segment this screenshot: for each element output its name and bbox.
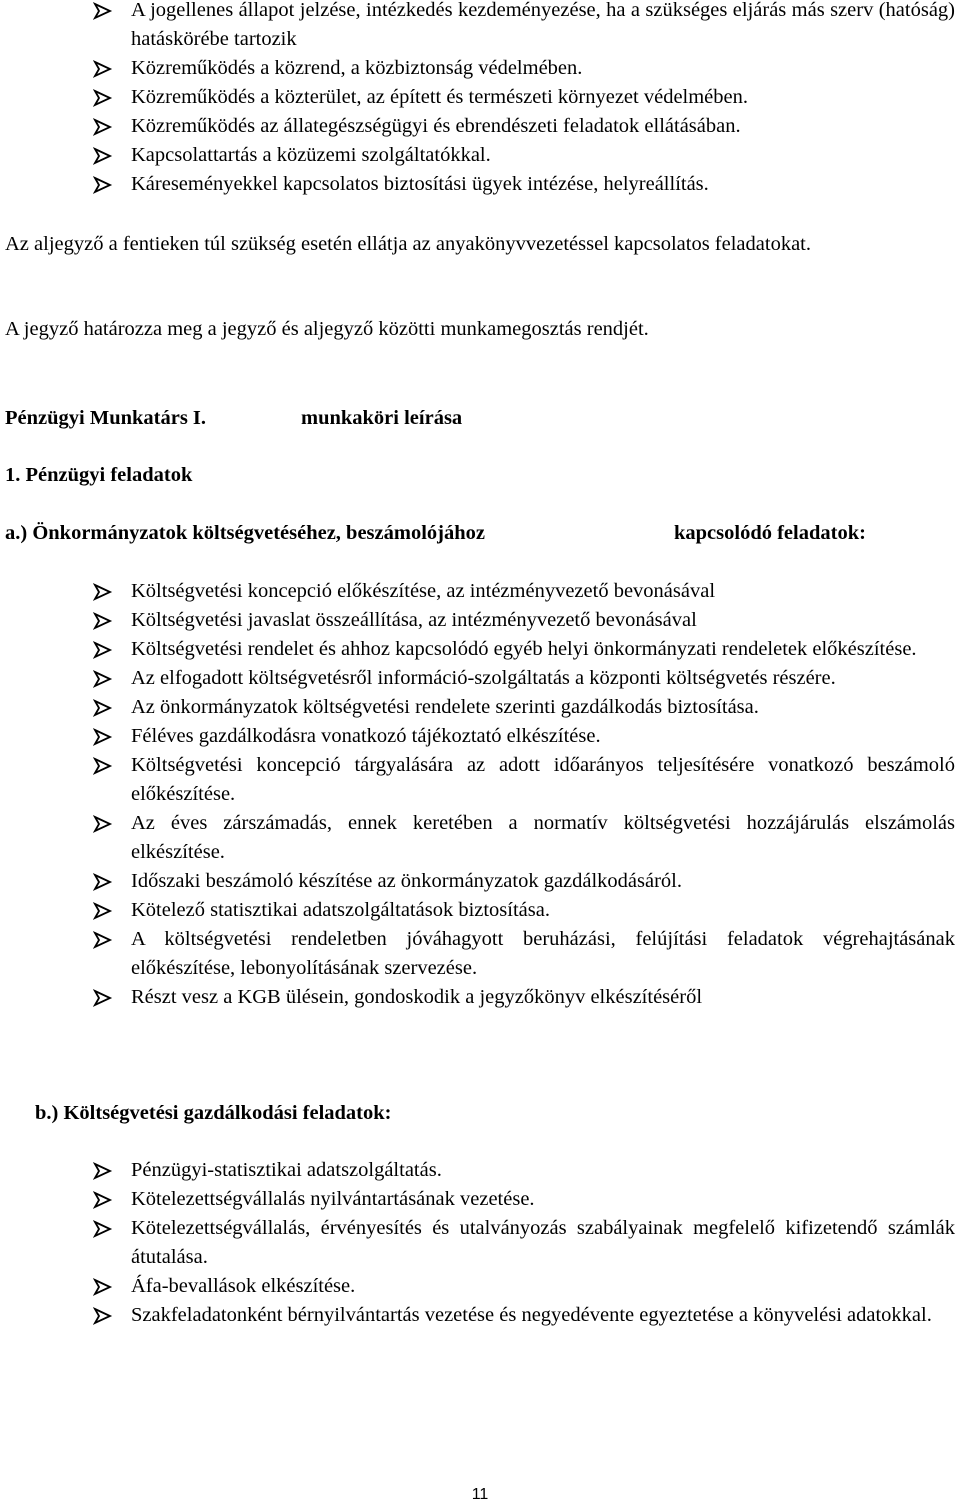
list-item-text: Pénzügyi-statisztikai adatszolgáltatás. — [131, 1159, 442, 1181]
list-item-text: Szakfeladatonként bérnyilvántartás vezetése és negyedévente egyeztetése a könyvelési adatokkal. — [131, 1304, 932, 1326]
arrow-bullet-icon — [93, 606, 115, 635]
list-item — [0, 983, 960, 1012]
arrow-bullet-icon — [93, 1301, 115, 1330]
list-item-text: Költségvetési rendelet és ahhoz kapcsolódó egyéb helyi önkormányzati rendeletek előkészítése. — [131, 638, 917, 660]
task-list-top — [0, 0, 960, 199]
list-item — [0, 83, 960, 112]
list-item — [0, 635, 960, 664]
list-item-text: Költségvetési koncepció tárgyalására az adott időarányos teljesítésére vonatkozó beszámoló előkészítése. — [131, 754, 955, 805]
list-item-text: A jogellenes állapot jelzése, intézkedés kezdeményezése, ha a szükséges eljárás más szerv (hatóság) hatáskörébe tartozik — [131, 0, 955, 50]
list-item — [0, 867, 960, 896]
list-item — [0, 925, 960, 983]
list-item — [0, 1272, 960, 1301]
list-item — [0, 606, 960, 635]
list-item — [0, 722, 960, 751]
list-item-text: Részt vesz a KGB ülésein, gondoskodik a jegyzőkönyv elkészítéséről — [131, 986, 703, 1008]
list-item — [0, 170, 960, 199]
list-item-text: Kapcsolattartás a közüzemi szolgáltatókkal. — [131, 144, 491, 166]
list-item — [0, 141, 960, 170]
list-item-text: Közreműködés az állategészségügyi és ebrendészeti feladatok ellátásában. — [131, 115, 741, 137]
list-item — [0, 112, 960, 141]
list-item-text: Közreműködés a közrend, a közbiztonság védelmében. — [131, 57, 583, 79]
arrow-bullet-icon — [93, 170, 115, 199]
arrow-bullet-icon — [93, 751, 115, 780]
paragraph-aljegyzo: Az aljegyző a fentieken túl szükség esetén ellátja az anyakönyvvezetéssel kapcsolatos feladatokat. — [5, 233, 811, 255]
arrow-bullet-icon — [93, 577, 115, 606]
arrow-bullet-icon — [93, 722, 115, 751]
list-item — [0, 577, 960, 606]
arrow-bullet-icon — [93, 1156, 115, 1185]
list-item — [0, 664, 960, 693]
job-subtitle: munkaköri leírása — [301, 407, 463, 429]
list-item — [0, 809, 960, 867]
list-item-text: Kötelező statisztikai adatszolgáltatások biztosítása. — [131, 899, 550, 921]
list-item — [0, 896, 960, 925]
list-item-text: Kötelezettségvállalás, érvényesítés és utalványozás szabályainak megfelelő kifizetendő számlák átutalása. — [131, 1217, 955, 1268]
arrow-bullet-icon — [93, 83, 115, 112]
arrow-bullet-icon — [93, 112, 115, 141]
arrow-bullet-icon — [93, 0, 115, 25]
arrow-bullet-icon — [93, 925, 115, 954]
list-item — [0, 751, 960, 809]
arrow-bullet-icon — [93, 54, 115, 83]
task-list-a — [0, 577, 960, 1012]
task-list-b — [0, 1156, 960, 1330]
arrow-bullet-icon — [93, 693, 115, 722]
arrow-bullet-icon — [93, 867, 115, 896]
list-item-text: Féléves gazdálkodásra vonatkozó tájékoztató elkészítése. — [131, 725, 601, 747]
arrow-bullet-icon — [93, 141, 115, 170]
section-heading-1: 1. Pénzügyi feladatok — [5, 464, 193, 486]
list-item-text: Kötelezettségvállalás nyilvántartásának vezetése. — [131, 1188, 535, 1210]
list-item-text: Az elfogadott költségvetésről információ-szolgáltatás a központi költségvetés részére. — [131, 667, 836, 689]
paragraph-munkamegosztas: A jegyző határozza meg a jegyző és aljegyző közötti munkamegosztás rendjét. — [5, 318, 649, 340]
section-heading-a: a.) Önkormányzatok költségvetéséhez, beszámolójához — [5, 522, 485, 544]
arrow-bullet-icon — [93, 664, 115, 693]
list-item — [0, 54, 960, 83]
section-heading-a-right: kapcsolódó feladatok: — [674, 522, 866, 544]
list-item — [0, 1156, 960, 1185]
list-item — [0, 1214, 960, 1272]
list-item — [0, 1185, 960, 1214]
arrow-bullet-icon — [93, 635, 115, 664]
arrow-bullet-icon — [93, 896, 115, 925]
list-item-text: A költségvetési rendeletben jóváhagyott beruházási, felújítási feladatok végrehajtásának előkészítése, lebonyolításának szervezése. — [131, 928, 955, 979]
list-item-text: Az önkormányzatok költségvetési rendelete szerinti gazdálkodás biztosítása. — [131, 696, 759, 718]
list-item-text: Káreseményekkel kapcsolatos biztosítási ügyek intézése, helyreállítás. — [131, 173, 709, 195]
list-item — [0, 693, 960, 722]
arrow-bullet-icon — [93, 809, 115, 838]
arrow-bullet-icon — [93, 983, 115, 1012]
page-number: 11 — [471, 1486, 489, 1503]
arrow-bullet-icon — [93, 1185, 115, 1214]
job-title: Pénzügyi Munkatárs I. — [5, 407, 207, 429]
arrow-bullet-icon — [93, 1214, 115, 1243]
list-item — [0, 1301, 960, 1330]
list-item-text: Az éves zárszámadás, ennek keretében a normatív költségvetési hozzájárulás elszámolás elkészítése. — [131, 812, 955, 863]
list-item-text: Időszaki beszámoló készítése az önkormányzatok gazdálkodásáról. — [131, 870, 683, 892]
arrow-bullet-icon — [93, 1272, 115, 1301]
list-item — [0, 0, 960, 54]
section-heading-b: b.) Költségvetési gazdálkodási feladatok: — [35, 1102, 392, 1124]
list-item-text: Áfa-bevallások elkészítése. — [131, 1275, 356, 1297]
list-item-text: Közreműködés a közterület, az épített és természeti környezet védelmében. — [131, 86, 749, 108]
list-item-text: Költségvetési javaslat összeállítása, az intézményvezető bevonásával — [131, 609, 697, 631]
list-item-text: Költségvetési koncepció előkészítése, az intézményvezető bevonásával — [131, 580, 716, 602]
